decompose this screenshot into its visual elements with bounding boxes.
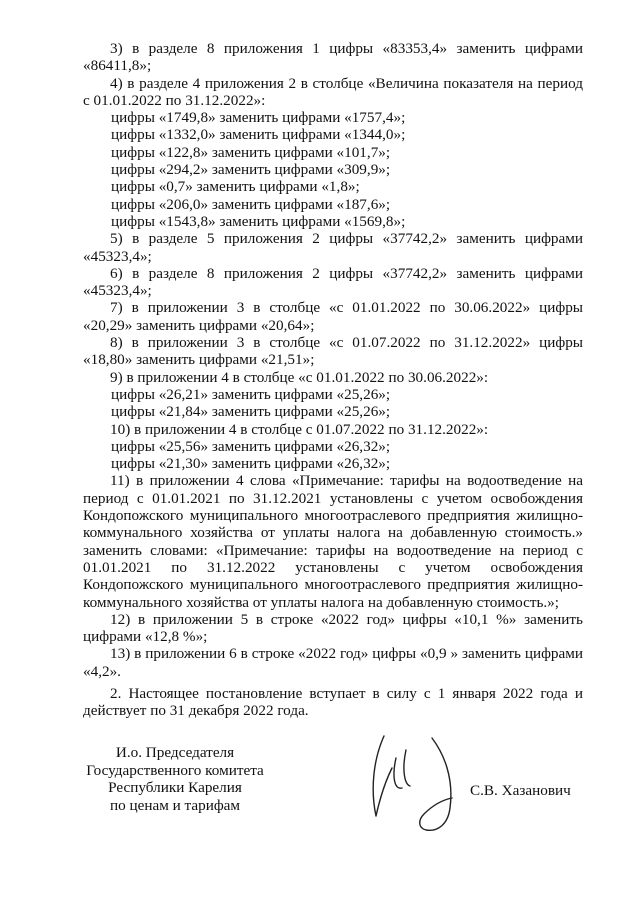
item-10-line-1: цифры «25,56» заменить цифрами «26,32»;: [111, 437, 391, 455]
signatory-title-line-1: И.о. Председателя: [115, 744, 235, 761]
item-4: 4) в разделе 4 приложения 2 в столбце «Величина показателя на период с 01.01.2022 по 31.12.2022»:: [83, 74, 583, 109]
item-4-line-4: цифры «294,2» заменить цифрами «309,9»;: [111, 161, 391, 179]
item-9-line-2: цифры «21,84» заменить цифрами «25,26»;: [111, 403, 391, 421]
item-5: 5) в разделе 5 приложения 2 цифры «37742,2» заменить цифрами «45323,4»;: [83, 230, 583, 265]
item-4-line-5: цифры «0,7» заменить цифрами «1,8»;: [111, 178, 360, 196]
signatory-title-line-2: Государственного комитета: [86, 761, 264, 779]
clause-2: 2. Настоящее постановление вступает в силу с 1 января 2022 года и действует по 31 декабря 2022 года.: [83, 684, 583, 720]
signatory-title-line-3: Республики Карелия: [108, 779, 242, 796]
item-4-line-3: цифры «122,8» заменить цифрами «101,7»;: [111, 143, 391, 161]
item-8: 8) в приложении 3 в столбце «с 01.07.2022 по 31.12.2022» цифры «18,80» заменить цифрами «21,51»;: [83, 334, 583, 369]
item-3: 3) в разделе 8 приложения 1 цифры «83353,4» заменить цифрами «86411,8»;: [83, 40, 583, 75]
signatory-name: С.В. Хазанович: [470, 782, 571, 799]
item-11: 11) в приложении 4 слова «Примечание: тарифы на водоотведение на период с 01.01.2021 по 31.12.2021 установлены с учетом освобождения Кондопожского муниципального многоотраслевого предприятия жилищно-коммунального хозяйства от уплаты налога на добавленную стоимость.» заменить словами: «Примечание: тарифы на водоотведение на период с 01.01.2021 по 31.12.2022 установлены с учетом освобождения Кондопожского муниципального многоотраслевого предприятия жилищно-коммунального хозяйства от уплаты налога на добавленную стоимость.»;: [83, 472, 583, 611]
item-4-line-1: цифры «1749,8» заменить цифрами «1757,4»;: [111, 109, 406, 127]
item-9-line-1: цифры «26,21» заменить цифрами «25,26»;: [111, 385, 391, 403]
signatory-title: [80, 744, 270, 814]
item-4-line-7: цифры «1543,8» заменить цифрами «1569,8»;: [111, 212, 406, 230]
document-body: [83, 40, 583, 720]
item-12: 12) в приложении 5 в строке «2022 год» цифры «10,1 %» заменить цифрами «12,8 %»;: [83, 610, 583, 646]
item-7: 7) в приложении 3 в столбце «с 01.01.2022 по 30.06.2022» цифры «20,29» заменить цифрами «20,64»;: [83, 299, 583, 334]
item-10-line-2: цифры «21,30» заменить цифрами «26,32»;: [111, 455, 391, 473]
item-13: 13) в приложении 6 в строке «2022 год» цифры «0,9 » заменить цифрами «4,2».: [83, 645, 583, 680]
item-6: 6) в разделе 8 приложения 2 цифры «37742,2» заменить цифрами «45323,4»;: [83, 264, 583, 300]
signatory-title-line-4: по ценам и тарифам: [109, 796, 241, 814]
item-4-line-2: цифры «1332,0» заменить цифрами «1344,0»;: [111, 126, 406, 144]
item-9: 9) в приложении 4 в столбце «с 01.01.2022 по 30.06.2022»:: [110, 368, 489, 386]
item-10: 10) в приложении 4 в столбце с 01.07.2022 по 31.12.2022»:: [110, 420, 489, 438]
handwritten-signature: [362, 728, 462, 838]
item-4-line-6: цифры «206,0» заменить цифрами «187,6»;: [111, 195, 391, 213]
